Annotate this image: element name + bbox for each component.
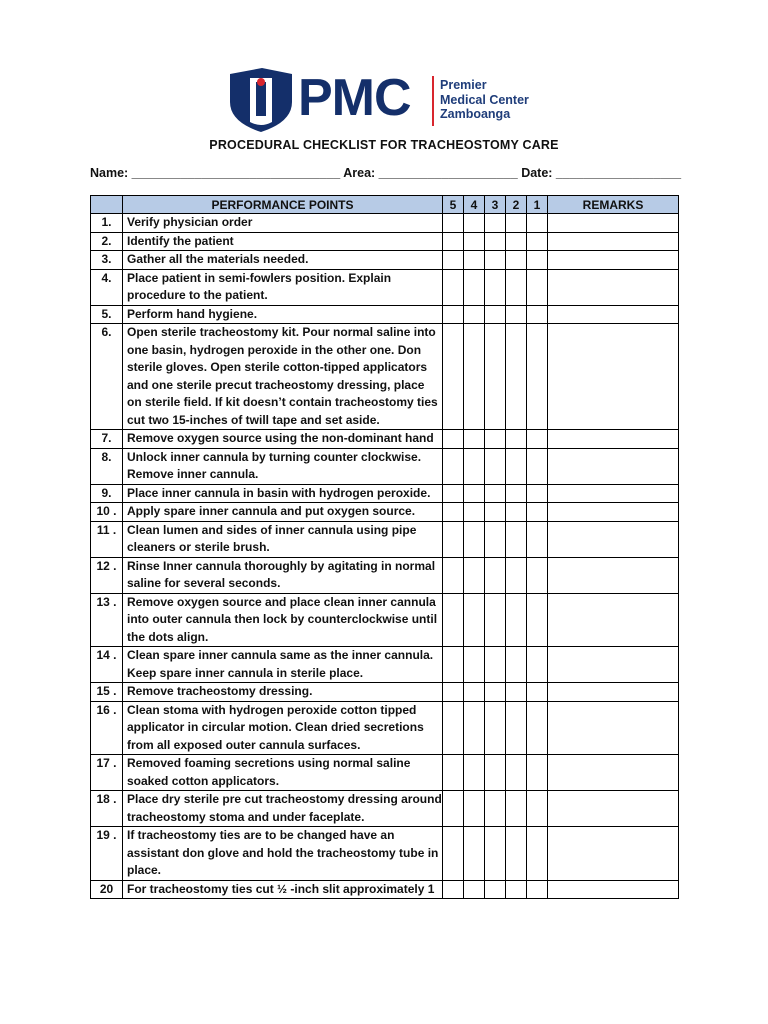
performance-point: Clean stoma with hydrogen peroxide cotton tipped applicator in circular motion. Clean dried secretions from all exposed outer cannula surfaces. — [123, 701, 443, 755]
performance-point: For tracheostomy ties cut ½ -inch slit approximately 1 — [123, 880, 443, 899]
performance-point: Place inner cannula in basin with hydrogen peroxide. — [123, 484, 443, 503]
remarks-cell[interactable] — [548, 251, 679, 270]
remarks-cell[interactable] — [548, 701, 679, 755]
score-cell-1[interactable] — [527, 755, 548, 791]
score-cell-2[interactable] — [506, 324, 527, 430]
score-cell-2[interactable] — [506, 430, 527, 449]
score-cell-3[interactable] — [485, 791, 506, 827]
score-cell-3[interactable] — [485, 701, 506, 755]
score-cell-1[interactable] — [527, 791, 548, 827]
score-cell-3[interactable] — [485, 593, 506, 647]
column-header: PERFORMANCE POINTS — [123, 196, 443, 214]
remarks-cell[interactable] — [548, 791, 679, 827]
table-row — [91, 647, 679, 683]
score-cell-3[interactable] — [485, 647, 506, 683]
score-cell-1[interactable] — [527, 683, 548, 702]
table-row — [91, 755, 679, 791]
score-cell-5[interactable] — [443, 593, 464, 647]
performance-point: Rinse Inner cannula thoroughly by agitating in normal saline for several seconds. — [123, 557, 443, 593]
remarks-cell[interactable] — [548, 557, 679, 593]
score-cell-4[interactable] — [464, 269, 485, 305]
table-row — [91, 448, 679, 484]
score-cell-4[interactable] — [464, 305, 485, 324]
table-row — [91, 232, 679, 251]
score-cell-2[interactable] — [506, 701, 527, 755]
score-cell-1[interactable] — [527, 269, 548, 305]
logo-wordmark: PMC — [298, 69, 411, 127]
row-number: 7. — [91, 430, 123, 449]
performance-point: Apply spare inner cannula and put oxygen source. — [123, 503, 443, 522]
score-cell-2[interactable] — [506, 755, 527, 791]
table-row — [91, 269, 679, 305]
page-title: PROCEDURAL CHECKLIST FOR TRACHEOSTOMY CARE — [209, 138, 559, 152]
score-cell-1[interactable] — [527, 593, 548, 647]
performance-point: Verify physician order — [123, 214, 443, 233]
table-row — [91, 251, 679, 270]
score-cell-3[interactable] — [485, 755, 506, 791]
score-cell-3[interactable] — [485, 251, 506, 270]
score-cell-3[interactable] — [485, 305, 506, 324]
score-cell-5[interactable] — [443, 324, 464, 430]
score-cell-4[interactable] — [464, 521, 485, 557]
score-cell-1[interactable] — [527, 484, 548, 503]
score-cell-5[interactable] — [443, 701, 464, 755]
row-number: 1. — [91, 214, 123, 233]
performance-point: Place patient in semi-fowlers position. Explain procedure to the patient. — [123, 269, 443, 305]
score-cell-5[interactable] — [443, 755, 464, 791]
remarks-cell[interactable] — [548, 683, 679, 702]
remarks-cell[interactable] — [548, 647, 679, 683]
info-line: Name: ______________________________ Area: ____________________ Date: __________________ — [90, 166, 682, 180]
row-number: 15 . — [91, 683, 123, 702]
score-cell-3[interactable] — [485, 557, 506, 593]
row-number: 16 . — [91, 701, 123, 755]
table-row — [91, 503, 679, 522]
table-row — [91, 305, 679, 324]
score-cell-2[interactable] — [506, 232, 527, 251]
remarks-cell[interactable] — [548, 305, 679, 324]
row-number: 13 . — [91, 593, 123, 647]
table-row — [91, 484, 679, 503]
logo-divider — [432, 76, 434, 126]
score-cell-1[interactable] — [527, 232, 548, 251]
score-cell-3[interactable] — [485, 880, 506, 899]
table-row — [91, 880, 679, 899]
score-cell-1[interactable] — [527, 324, 548, 430]
checklist-table — [90, 195, 679, 899]
score-cell-2[interactable] — [506, 647, 527, 683]
column-header: 3 — [485, 196, 506, 214]
logo-subtitle-line: Zamboanga — [440, 107, 511, 121]
row-number: 14 . — [91, 647, 123, 683]
score-cell-3[interactable] — [485, 484, 506, 503]
score-cell-1[interactable] — [527, 827, 548, 881]
remarks-cell[interactable] — [548, 593, 679, 647]
score-cell-4[interactable] — [464, 232, 485, 251]
remarks-cell[interactable] — [548, 827, 679, 881]
score-cell-3[interactable] — [485, 324, 506, 430]
column-header: 1 — [527, 196, 548, 214]
score-cell-1[interactable] — [527, 647, 548, 683]
score-cell-2[interactable] — [506, 305, 527, 324]
logo-subtitle-line: Medical Center — [440, 92, 529, 107]
row-number: 9. — [91, 484, 123, 503]
score-cell-1[interactable] — [527, 448, 548, 484]
row-number: 18 . — [91, 791, 123, 827]
row-number: 17 . — [91, 755, 123, 791]
table-row — [91, 324, 679, 430]
table-row — [91, 683, 679, 702]
score-cell-1[interactable] — [527, 305, 548, 324]
score-cell-3[interactable] — [485, 232, 506, 251]
performance-point: Removed foaming secretions using normal saline soaked cotton applicators. — [123, 755, 443, 791]
score-cell-5[interactable] — [443, 557, 464, 593]
score-cell-2[interactable] — [506, 448, 527, 484]
score-cell-5[interactable] — [443, 251, 464, 270]
score-cell-3[interactable] — [485, 503, 506, 522]
score-cell-1[interactable] — [527, 701, 548, 755]
score-cell-4[interactable] — [464, 557, 485, 593]
score-cell-5[interactable] — [443, 305, 464, 324]
remarks-cell[interactable] — [548, 448, 679, 484]
score-cell-3[interactable] — [485, 521, 506, 557]
score-cell-4[interactable] — [464, 251, 485, 270]
score-cell-2[interactable] — [506, 791, 527, 827]
performance-point: Place dry sterile pre cut tracheostomy dressing around tracheostomy stoma and under faceplate. — [123, 791, 443, 827]
score-cell-4[interactable] — [464, 755, 485, 791]
score-cell-5[interactable] — [443, 683, 464, 702]
table-row — [91, 430, 679, 449]
score-cell-4[interactable] — [464, 593, 485, 647]
row-number: 3. — [91, 251, 123, 270]
remarks-cell[interactable] — [548, 880, 679, 899]
remarks-cell[interactable] — [548, 214, 679, 233]
score-cell-5[interactable] — [443, 214, 464, 233]
remarks-cell[interactable] — [548, 324, 679, 430]
score-cell-2[interactable] — [506, 880, 527, 899]
column-header: REMARKS — [548, 196, 679, 214]
remarks-cell[interactable] — [548, 521, 679, 557]
table-row — [91, 557, 679, 593]
score-cell-3[interactable] — [485, 683, 506, 702]
table-row — [91, 791, 679, 827]
score-cell-2[interactable] — [506, 251, 527, 270]
score-cell-2[interactable] — [506, 269, 527, 305]
row-number: 10 . — [91, 503, 123, 522]
score-cell-1[interactable] — [527, 251, 548, 270]
score-cell-4[interactable] — [464, 647, 485, 683]
performance-point: Remove oxygen source and place clean inner cannula into outer cannula then lock by counterclockwise until the dots align. — [123, 593, 443, 647]
score-cell-4[interactable] — [464, 503, 485, 522]
score-cell-1[interactable] — [527, 430, 548, 449]
score-cell-1[interactable] — [527, 521, 548, 557]
score-cell-5[interactable] — [443, 232, 464, 251]
remarks-cell[interactable] — [548, 269, 679, 305]
score-cell-1[interactable] — [527, 214, 548, 233]
row-number: 8. — [91, 448, 123, 484]
score-cell-3[interactable] — [485, 269, 506, 305]
score-cell-4[interactable] — [464, 448, 485, 484]
score-cell-5[interactable] — [443, 269, 464, 305]
column-header: 5 — [443, 196, 464, 214]
score-cell-2[interactable] — [506, 557, 527, 593]
performance-point: Gather all the materials needed. — [123, 251, 443, 270]
score-cell-3[interactable] — [485, 448, 506, 484]
performance-point: Remove oxygen source using the non-dominant hand — [123, 430, 443, 449]
logo-subtitle — [440, 78, 570, 122]
score-cell-5[interactable] — [443, 448, 464, 484]
performance-point: Identify the patient — [123, 232, 443, 251]
table-row — [91, 593, 679, 647]
table-row — [91, 701, 679, 755]
score-cell-2[interactable] — [506, 503, 527, 522]
score-cell-5[interactable] — [443, 827, 464, 881]
row-number: 19 . — [91, 827, 123, 881]
score-cell-4[interactable] — [464, 430, 485, 449]
score-cell-2[interactable] — [506, 683, 527, 702]
score-cell-1[interactable] — [527, 880, 548, 899]
column-header: 2 — [506, 196, 527, 214]
score-cell-1[interactable] — [527, 557, 548, 593]
remarks-cell[interactable] — [548, 484, 679, 503]
score-cell-2[interactable] — [506, 593, 527, 647]
performance-point: Open sterile tracheostomy kit. Pour normal saline into one basin, hydrogen peroxide in the other one. Don sterile gloves. Open sterile cotton-tipped applicators and one sterile precut tracheostomy dressing, place on sterile field. If kit doesn’t contain tracheostomy ties cut two 15-inches of twill tape and set aside. — [123, 324, 443, 430]
score-cell-3[interactable] — [485, 214, 506, 233]
score-cell-3[interactable] — [485, 430, 506, 449]
table-header-row — [91, 196, 679, 214]
score-cell-2[interactable] — [506, 521, 527, 557]
remarks-cell[interactable] — [548, 232, 679, 251]
table-row — [91, 214, 679, 233]
score-cell-4[interactable] — [464, 484, 485, 503]
table-row — [91, 827, 679, 881]
row-number: 6. — [91, 324, 123, 430]
remarks-cell[interactable] — [548, 430, 679, 449]
score-cell-5[interactable] — [443, 484, 464, 503]
score-cell-5[interactable] — [443, 647, 464, 683]
logo-subtitle-line: Premier — [440, 78, 487, 92]
column-header — [91, 196, 123, 214]
performance-point: If tracheostomy ties are to be changed have an assistant don glove and hold the tracheostomy tube in place. — [123, 827, 443, 881]
remarks-cell[interactable] — [548, 755, 679, 791]
score-cell-1[interactable] — [527, 503, 548, 522]
row-number: 12 . — [91, 557, 123, 593]
score-cell-4[interactable] — [464, 324, 485, 430]
performance-point: Clean spare inner cannula same as the inner cannula. Keep spare inner cannula in sterile place. — [123, 647, 443, 683]
score-cell-4[interactable] — [464, 214, 485, 233]
performance-point: Remove tracheostomy dressing. — [123, 683, 443, 702]
score-cell-5[interactable] — [443, 521, 464, 557]
score-cell-4[interactable] — [464, 791, 485, 827]
performance-point: Unlock inner cannula by turning counter clockwise. Remove inner cannula. — [123, 448, 443, 484]
row-number: 2. — [91, 232, 123, 251]
performance-point: Perform hand hygiene. — [123, 305, 443, 324]
score-cell-2[interactable] — [506, 214, 527, 233]
score-cell-4[interactable] — [464, 827, 485, 881]
performance-point: Clean lumen and sides of inner cannula using pipe cleaners or sterile brush. — [123, 521, 443, 557]
remarks-cell[interactable] — [548, 503, 679, 522]
row-number: 4. — [91, 269, 123, 305]
row-number: 11 . — [91, 521, 123, 557]
score-cell-5[interactable] — [443, 880, 464, 899]
score-cell-2[interactable] — [506, 484, 527, 503]
score-cell-5[interactable] — [443, 791, 464, 827]
score-cell-3[interactable] — [485, 827, 506, 881]
score-cell-4[interactable] — [464, 683, 485, 702]
score-cell-4[interactable] — [464, 880, 485, 899]
table-row — [91, 521, 679, 557]
row-number: 5. — [91, 305, 123, 324]
column-header: 4 — [464, 196, 485, 214]
score-cell-4[interactable] — [464, 701, 485, 755]
score-cell-5[interactable] — [443, 503, 464, 522]
score-cell-5[interactable] — [443, 430, 464, 449]
score-cell-2[interactable] — [506, 827, 527, 881]
row-number: 20 — [91, 880, 123, 899]
